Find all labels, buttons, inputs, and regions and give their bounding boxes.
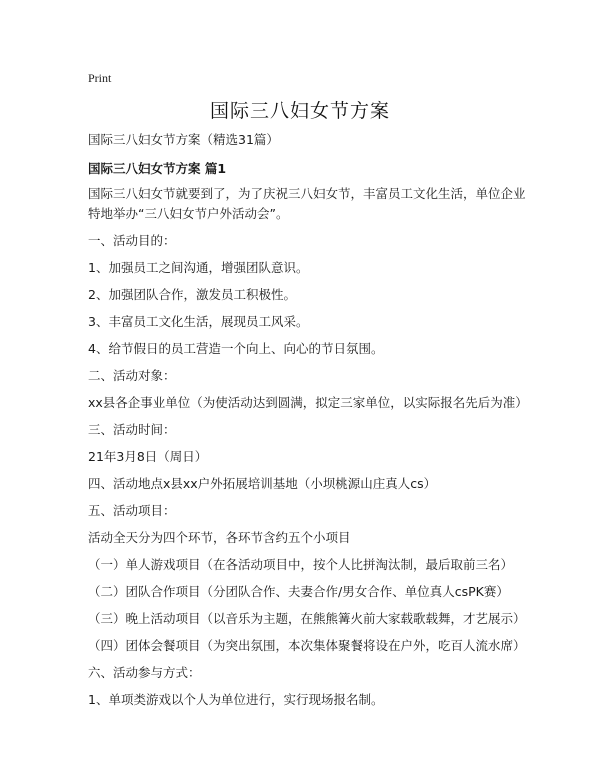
list-item: 三、活动时间： — [88, 422, 176, 437]
print-label[interactable]: Print — [88, 71, 112, 85]
list-item: 1、单项类游戏以个人为单位进行，实行现场报名制。 — [88, 692, 384, 707]
list-item: （二）团队合作项目（分团队合作、夫妻合作/男女合作、单位真人csPK赛） — [88, 584, 509, 599]
list-item: 六、活动参与方式： — [88, 665, 201, 680]
list-item: 二、活动对象： — [88, 368, 176, 383]
list-item: 3、丰富员工文化生活，展现员工风采。 — [88, 314, 309, 329]
subtitle: 国际三八妇女节方案（精选31篇） — [88, 132, 279, 147]
intro-paragraph: 国际三八妇女节就要到了，为了庆祝三八妇女节，丰富员工文化生活，单位企业特地举办“三八妇女节户外活动会”。 — [88, 186, 526, 221]
list-item: 活动全天分为四个环节，各环节含约五个小项目 — [88, 530, 351, 545]
section-heading: 国际三八妇女节方案 篇1 — [88, 161, 227, 176]
list-item: xx县各企事业单位（为使活动达到圆满，拟定三家单位，以实际报名先后为准） — [88, 395, 528, 410]
list-item: （四）团体会餐项目（为突出氛围，本次集体聚餐将设在户外，吃百人流水席） — [88, 638, 526, 653]
list-item: 四、活动地点x县xx户外拓展培训基地（小坝桃源山庄真人cs） — [88, 476, 437, 491]
list-item: 1、加强员工之间沟通，增强团队意识。 — [88, 260, 309, 275]
list-item: （三）晚上活动项目（以音乐为主题，在熊熊篝火前大家载歌载舞，才艺展示） — [88, 611, 526, 626]
list-item: 4、给节假日的员工营造一个向上、向心的节日氛围。 — [88, 341, 384, 356]
list-item: 一、活动目的： — [88, 233, 176, 248]
list-item: （一）单人游戏项目（在各活动项目中，按个人比拼淘汰制，最后取前三名） — [88, 557, 514, 572]
list-item: 21年3月8日（周日） — [88, 449, 208, 464]
list-item: 五、活动项目： — [88, 503, 176, 518]
list-item: 2、加强团队合作，激发员工积极性。 — [88, 287, 296, 302]
page-title: 国际三八妇女节方案 — [209, 100, 390, 122]
